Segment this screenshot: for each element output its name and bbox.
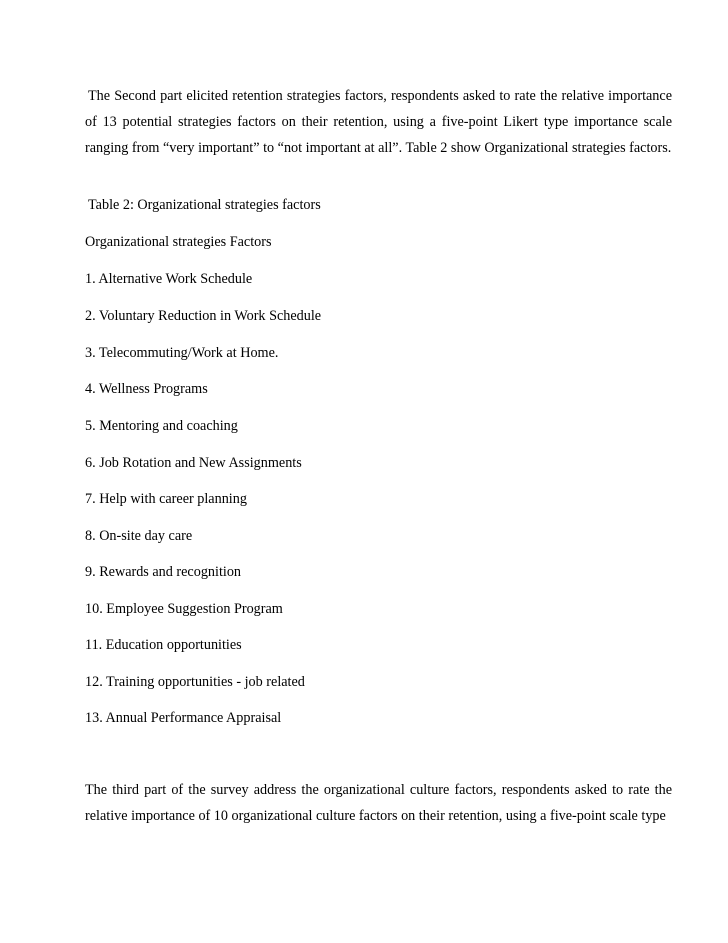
list-item: 10. Employee Suggestion Program <box>85 601 283 617</box>
list-item: 13. Annual Performance Appraisal <box>85 710 282 726</box>
list-item: 7. Help with career planning <box>85 491 247 507</box>
list-item: 4. Wellness Programs <box>85 381 208 397</box>
intro-paragraph: The Second part elicited retention strategies factors, respondents asked to rate the relative importance of 13 potential strategies factors on their retention, using a five-point Likert type importance scale ranging from “very important” to “not important at all”. Table 2 show Organizational strategies factors. <box>85 88 672 156</box>
list-item: 8. On-site day care <box>85 528 193 544</box>
closing-paragraph: The third part of the survey address the organizational culture factors, respondents asked to rate the relative importance of 10 organizational culture factors on their retention, using a five-point scale type <box>85 782 672 824</box>
list-item: 2. Voluntary Reduction in Work Schedule <box>85 308 322 324</box>
list-item: 11. Education opportunities <box>85 637 242 653</box>
list-item: 12. Training opportunities - job related <box>85 674 305 690</box>
list-header: Organizational strategies Factors <box>85 234 272 250</box>
table-caption: Table 2: Organizational strategies factors <box>88 197 321 213</box>
list-item: 1. Alternative Work Schedule <box>85 271 253 287</box>
list-item: 3. Telecommuting/Work at Home. <box>85 345 279 361</box>
list-item: 9. Rewards and recognition <box>85 564 242 580</box>
list-item: 6. Job Rotation and New Assignments <box>85 455 302 471</box>
list-item: 5. Mentoring and coaching <box>85 418 238 434</box>
